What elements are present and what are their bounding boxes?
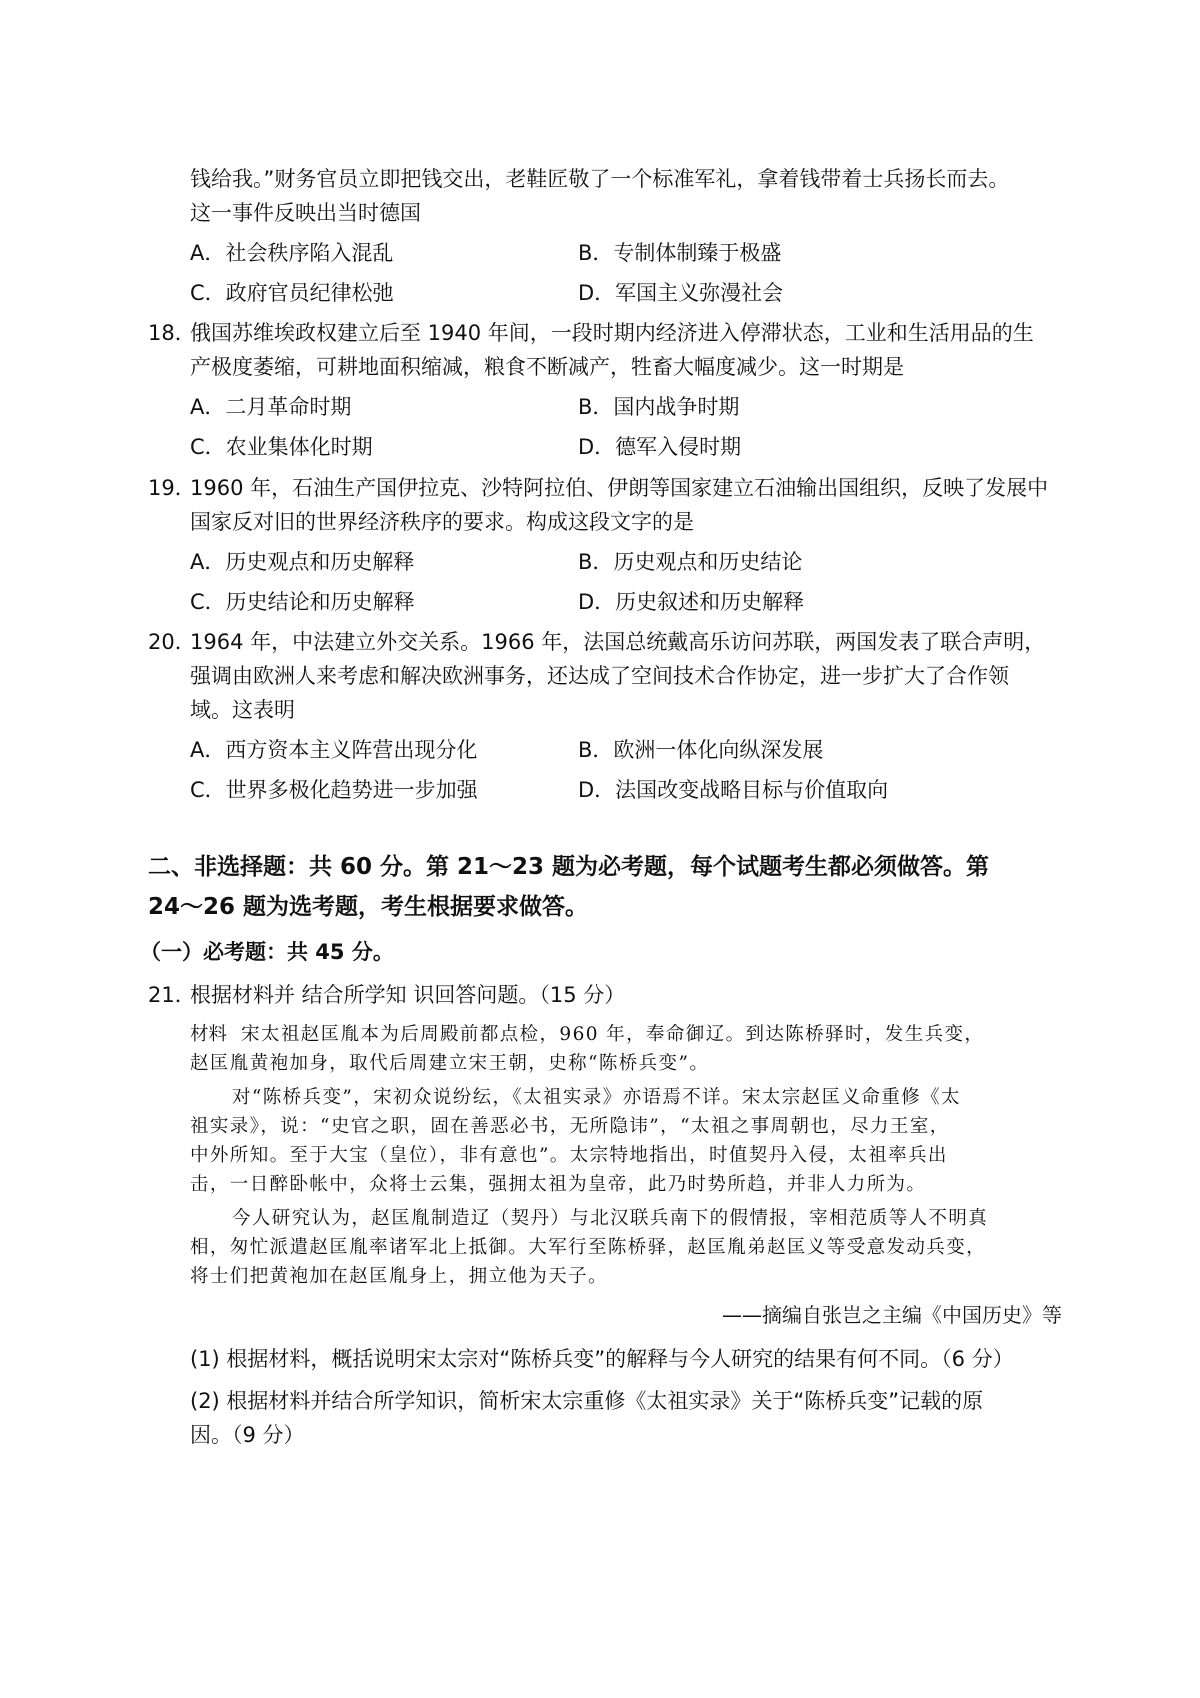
material-p2-line-4: 击，一日醉卧帐中，众将士云集，强拥太祖为皇帝，此乃时势所趋，并非人力所为。 bbox=[190, 1174, 927, 1195]
q19-line-1: 1960 年，石油生产国伊拉克、沙特阿拉伯、伊朗等国家建立石油输出国组织，反映了发展中 bbox=[190, 476, 1049, 500]
q17-option-a: A．社会秩序陷入混乱 bbox=[190, 241, 394, 265]
q18-option-b: B．国内战争时期 bbox=[578, 395, 740, 419]
q17-option-b: B．专制体制臻于极盛 bbox=[578, 241, 782, 265]
q21-subquestion-2-line-1: (2) 根据材料并结合所学知识，简析宋太宗重修《太祖实录》关于“陈桥兵变”记载的原 bbox=[190, 1389, 984, 1413]
q21-subquestion-2-line-2: 因。（9 分） bbox=[190, 1423, 305, 1447]
q18-option-a: A．二月革命时期 bbox=[190, 395, 352, 419]
q20-option-d: D．法国改变战略目标与价值取向 bbox=[578, 778, 889, 802]
q20-option-a: A．西方资本主义阵营出现分化 bbox=[190, 738, 478, 762]
q17-line-2: 这一事件反映出当时德国 bbox=[190, 201, 421, 225]
material-p2-line-3: 中外所知。至于大宝（皇位），非有意也”。太宗特地指出，时值契丹入侵，太祖率兵出 bbox=[190, 1145, 948, 1166]
section-2-heading-line-1: 二、非选择题：共 60 分。第 21～23 题为必考题，每个试题考生都必须做答。第 bbox=[148, 854, 990, 880]
material-p3-line-1: 今人研究认为，赵匡胤制造辽（契丹）与北汉联兵南下的假情报，宰相范质等人不明真 bbox=[232, 1208, 989, 1229]
material-p1-line-2: 赵匡胤黄袍加身，取代后周建立宋王朝，史称“陈桥兵变”。 bbox=[190, 1053, 710, 1074]
q19-option-c: C．历史结论和历史解释 bbox=[190, 590, 415, 614]
q20-number: 20． bbox=[148, 630, 196, 654]
q20-line-2: 强调由欧洲人来考虑和解决欧洲事务，还达成了空间技术合作协定，进一步扩大了合作领 bbox=[190, 664, 1009, 688]
subsection-1-heading: （一）必考题：共 45 分。 bbox=[140, 940, 394, 964]
q18-option-c: C．农业集体化时期 bbox=[190, 435, 373, 459]
material-p2-line-2: 祖实录》，说：“史官之职，固在善恶必书，无所隐讳”，“太祖之事周朝也，尽力王室， bbox=[190, 1116, 950, 1137]
material-p3-line-2: 相，匆忙派遣赵匡胤率诸军北上抵御。大军行至陈桥驿，赵匡胤弟赵匡义等受意发动兵变， bbox=[190, 1237, 987, 1258]
q19-option-d: D．历史叙述和历史解释 bbox=[578, 590, 805, 614]
q21-stem: 根据材料并 结合所学知 识回答问题。（15 分） bbox=[190, 983, 626, 1007]
q18-number: 18． bbox=[148, 321, 196, 345]
q21-subquestion-1: (1) 根据材料，概括说明宋太宗对“陈桥兵变”的解释与今人研究的结果有何不同。（6 分） bbox=[190, 1347, 1014, 1371]
q20-line-1: 1964 年，中法建立外交关系。1966 年，法国总统戴高乐访问苏联，两国发表了联合声明， bbox=[190, 630, 1046, 654]
q18-option-d: D．德军入侵时期 bbox=[578, 435, 742, 459]
q19-option-b: B．历史观点和历史结论 bbox=[578, 550, 803, 574]
q17-option-d: D．军国主义弥漫社会 bbox=[578, 281, 784, 305]
material-p1-line-1-text: 宋太祖赵匡胤本为后周殿前都点检，960 年，奉命御辽。到达陈桥驿时，发生兵变， bbox=[241, 1024, 985, 1045]
q17-line-1: 钱给我。”财务官员立即把钱交出，老鞋匠敬了一个标准军礼，拿着钱带着士兵扬长而去。 bbox=[190, 167, 1010, 191]
q19-line-2: 国家反对旧的世界经济秩序的要求。构成这段文字的是 bbox=[190, 510, 694, 534]
q20-line-3: 域。这表明 bbox=[190, 698, 295, 722]
material-p3-line-3: 将士们把黄袍加在赵匡胤身上，拥立他为天子。 bbox=[190, 1266, 608, 1287]
material-p2-line-1: 对“陈桥兵变”，宋初众说纷纭，《太祖实录》亦语焉不详。宋太宗赵匡义命重修《太 bbox=[232, 1087, 961, 1108]
q18-line-1: 俄国苏维埃政权建立后至 1940 年间，一段时期内经济进入停滞状态，工业和生活用品的生 bbox=[190, 321, 1034, 345]
section-2-heading-line-2: 24～26 题为选考题，考生根据要求做答。 bbox=[148, 894, 589, 920]
q20-option-c: C．世界多极化趋势进一步加强 bbox=[190, 778, 478, 802]
q19-number: 19． bbox=[148, 476, 196, 500]
material-source: ——摘编自张岂之主编《中国历史》等 bbox=[722, 1303, 1062, 1327]
q17-option-c: C．政府官员纪律松弛 bbox=[190, 281, 394, 305]
q19-option-a: A．历史观点和历史解释 bbox=[190, 550, 415, 574]
q18-line-2: 产极度萎缩，可耕地面积缩减，粮食不断减产，牲畜大幅度减少。这一时期是 bbox=[190, 355, 904, 379]
material-p1-line-1 bbox=[190, 1020, 984, 1049]
q20-option-b: B．欧洲一体化向纵深发展 bbox=[578, 738, 824, 762]
q21-number: 21． bbox=[148, 983, 196, 1007]
material-label: 材料 bbox=[190, 1024, 228, 1045]
